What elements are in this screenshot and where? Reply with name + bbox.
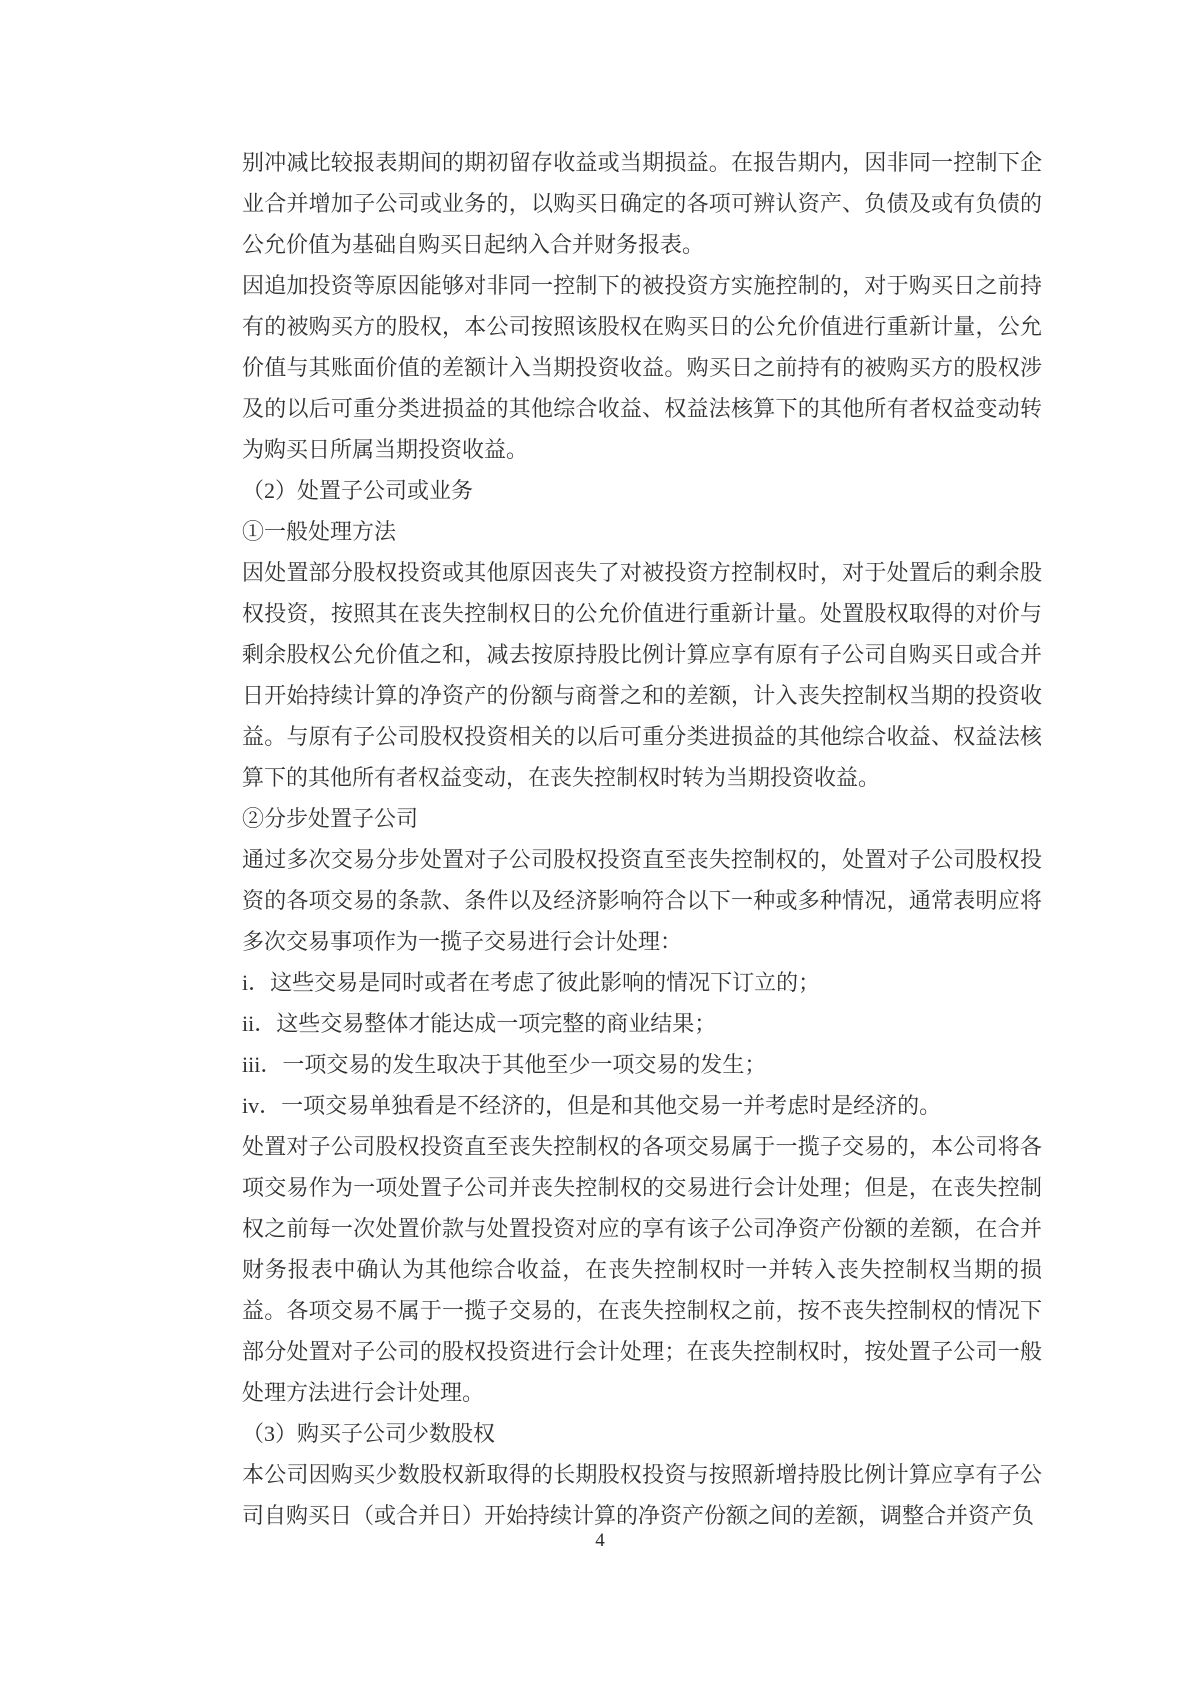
paragraph: 本公司因购买少数股权新取得的长期股权投资与按照新增持股比例计算应享有子公司自购买日（或合并日）开始持续计算的净资产份额之间的差额，调整合并资产负: [242, 1462, 1042, 1528]
paragraph: ii．这些交易整体才能达成一项完整的商业结果；: [242, 1011, 717, 1036]
paragraph: 通过多次交易分步处置对子公司股权投资直至丧失控制权的，处置对子公司股权投资的各项交易的条款、条件以及经济影响符合以下一种或多种情况，通常表明应将多次交易事项作为一揽子交易进行会计处理：: [242, 847, 1042, 954]
paragraph: （3）购买子公司少数股权: [242, 1421, 496, 1446]
paragraph: iv．一项交易单独看是不经济的，但是和其他交易一并考虑时是经济的。: [242, 1093, 942, 1118]
body-text: [242, 142, 1042, 1536]
paragraph: ①一般处理方法: [242, 519, 397, 544]
paragraph: 因追加投资等原因能够对非同一控制下的被投资方实施控制的，对于购买日之前持有的被购买方的股权，本公司按照该股权在购买日的公允价值进行重新计量，公允价值与其账面价值的差额计入当期投资收益。购买日之前持有的被购买方的股权涉及的以后可重分类进损益的其他综合收益、权益法核算下的其他所有者权益变动转为购买日所属当期投资收益。: [242, 273, 1042, 462]
paragraph: i．这些交易是同时或者在考虑了彼此影响的情况下订立的；: [242, 970, 821, 995]
paragraph: 处置对子公司股权投资直至丧失控制权的各项交易属于一揽子交易的，本公司将各项交易作为一项处置子公司并丧失控制权的交易进行会计处理；但是，在丧失控制权之前每一次处置价款与处置投资对应的享有该子公司净资产份额的差额，在合并财务报表中确认为其他综合收益，在丧失控制权时一并转入丧失控制权当期的损益。各项交易不属于一揽子交易的，在丧失控制权之前，按不丧失控制权的情况下部分处置对子公司的股权投资进行会计处理；在丧失控制权时，按处置子公司一般处理方法进行会计处理。: [242, 1134, 1042, 1405]
paragraph: ②分步处置子公司: [242, 806, 419, 831]
paragraph: iii．一项交易的发生取决于其他至少一项交易的发生；: [242, 1052, 767, 1077]
paragraph: （2）处置子公司或业务: [242, 478, 474, 503]
page-number: 4: [595, 1530, 605, 1551]
paragraph: 别冲减比较报表期间的期初留存收益或当期损益。在报告期内，因非同一控制下企业合并增加子公司或业务的，以购买日确定的各项可辨认资产、负债及或有负债的公允价值为基础自购买日起纳入合并财务报表。: [242, 150, 1042, 257]
paragraph: 因处置部分股权投资或其他原因丧失了对被投资方控制权时，对于处置后的剩余股权投资，按照其在丧失控制权日的公允价值进行重新计量。处置股权取得的对价与剩余股权公允价值之和，减去按原持股比例计算应享有原有子公司自购买日或合并日开始持续计算的净资产的份额与商誉之和的差额，计入丧失控制权当期的投资收益。与原有子公司股权投资相关的以后可重分类进损益的其他综合收益、权益法核算下的其他所有者权益变动，在丧失控制权时转为当期投资收益。: [242, 560, 1042, 790]
